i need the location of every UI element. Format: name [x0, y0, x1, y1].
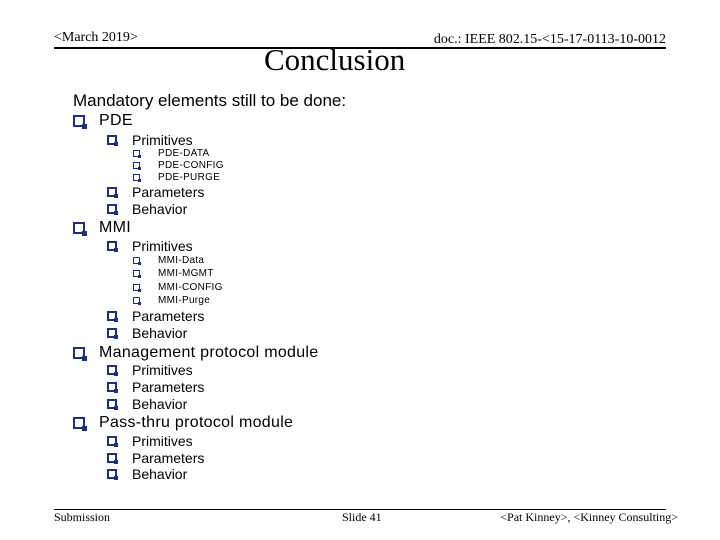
list-item-label: Management protocol module	[99, 344, 319, 361]
checkbox-bullet-icon	[73, 417, 85, 429]
list-item-mmi-mgmt	[133, 268, 214, 279]
list-item-management-behavior	[107, 396, 187, 412]
checkbox-bullet-icon	[107, 453, 117, 463]
header-date: <March 2019>	[54, 30, 138, 45]
checkbox-bullet-icon	[133, 297, 140, 304]
list-item-label: Parameters	[132, 184, 205, 200]
list-item-pde-data	[133, 148, 209, 159]
list-item-passthru-behavior	[107, 466, 187, 482]
list-item-pde	[73, 112, 133, 130]
checkbox-bullet-icon	[133, 174, 140, 181]
checkbox-bullet-icon	[107, 436, 117, 446]
checkbox-bullet-icon	[107, 241, 117, 251]
list-item-label: MMI-Data	[158, 255, 205, 266]
checkbox-bullet-icon	[107, 204, 117, 214]
checkbox-bullet-icon	[133, 162, 140, 169]
list-item-label: PDE-DATA	[158, 148, 210, 159]
checkbox-bullet-icon	[133, 257, 140, 264]
list-item-pde-behavior	[107, 201, 187, 217]
list-item-label: MMI	[99, 219, 132, 236]
checkbox-bullet-icon	[73, 222, 85, 234]
list-item-label: Primitives	[132, 362, 193, 378]
footer-slide-number: Slide 41	[342, 510, 382, 524]
list-item-pde-parameters	[107, 184, 204, 200]
checkbox-bullet-icon	[73, 347, 85, 359]
list-item-mmi-data	[133, 255, 204, 266]
list-item-label: Behavior	[132, 466, 188, 482]
footer-author: <Pat Kinney>, <Kinney Consulting>	[500, 510, 678, 524]
list-item-label: PDE-CONFIG	[158, 160, 224, 171]
checkbox-bullet-icon	[107, 311, 117, 321]
list-item-passthru	[73, 414, 293, 432]
list-item-management-parameters	[107, 379, 204, 395]
intro-text: Mandatory elements still to be done:	[73, 91, 347, 110]
list-item-label: Behavior	[132, 201, 188, 217]
header-doc-id: doc.: IEEE 802.15-<15-17-0113-10-0012	[433, 32, 666, 47]
list-item-passthru-primitives	[107, 433, 193, 449]
checkbox-bullet-icon	[107, 469, 117, 479]
checkbox-bullet-icon	[107, 399, 117, 409]
list-item-label: MMI-MGMT	[158, 268, 214, 279]
list-item-label: PDE	[99, 112, 133, 129]
list-item-management-primitives	[107, 362, 193, 378]
checkbox-bullet-icon	[107, 135, 117, 145]
checkbox-bullet-icon	[107, 187, 117, 197]
list-item-label: Behavior	[132, 325, 188, 341]
list-item-mmi-primitives	[107, 238, 193, 254]
list-item-label: Behavior	[132, 396, 188, 412]
list-item-label: MMI-Purge	[158, 295, 211, 306]
list-item-pde-config	[133, 160, 224, 171]
slide-title: Conclusion	[264, 42, 406, 77]
list-item-label: Primitives	[132, 238, 193, 254]
list-item-label: Primitives	[132, 132, 193, 148]
checkbox-bullet-icon	[133, 284, 140, 291]
list-item-mmi-parameters	[107, 308, 204, 324]
list-item-mmi-behavior	[107, 325, 187, 341]
list-item-management	[73, 344, 318, 362]
list-item-pde-purge	[133, 172, 220, 183]
list-item-label: Pass-thru protocol module	[99, 414, 294, 431]
checkbox-bullet-icon	[73, 115, 85, 127]
footer-submission: Submission	[54, 510, 111, 524]
list-item-label: Parameters	[132, 379, 205, 395]
checkbox-bullet-icon	[107, 365, 117, 375]
list-item-mmi	[73, 219, 131, 237]
list-item-label: PDE-PURGE	[158, 172, 221, 183]
checkbox-bullet-icon	[133, 270, 140, 277]
list-item-label: MMI-CONFIG	[158, 282, 223, 293]
list-item-passthru-parameters	[107, 450, 204, 466]
list-item-label: Parameters	[132, 450, 205, 466]
checkbox-bullet-icon	[107, 382, 117, 392]
list-item-pde-primitives	[107, 132, 193, 148]
list-item-label: Primitives	[132, 433, 193, 449]
list-item-mmi-purge	[133, 295, 210, 306]
list-item-label: Parameters	[132, 308, 205, 324]
checkbox-bullet-icon	[107, 328, 117, 338]
list-item-mmi-config	[133, 282, 223, 293]
checkbox-bullet-icon	[133, 150, 140, 157]
